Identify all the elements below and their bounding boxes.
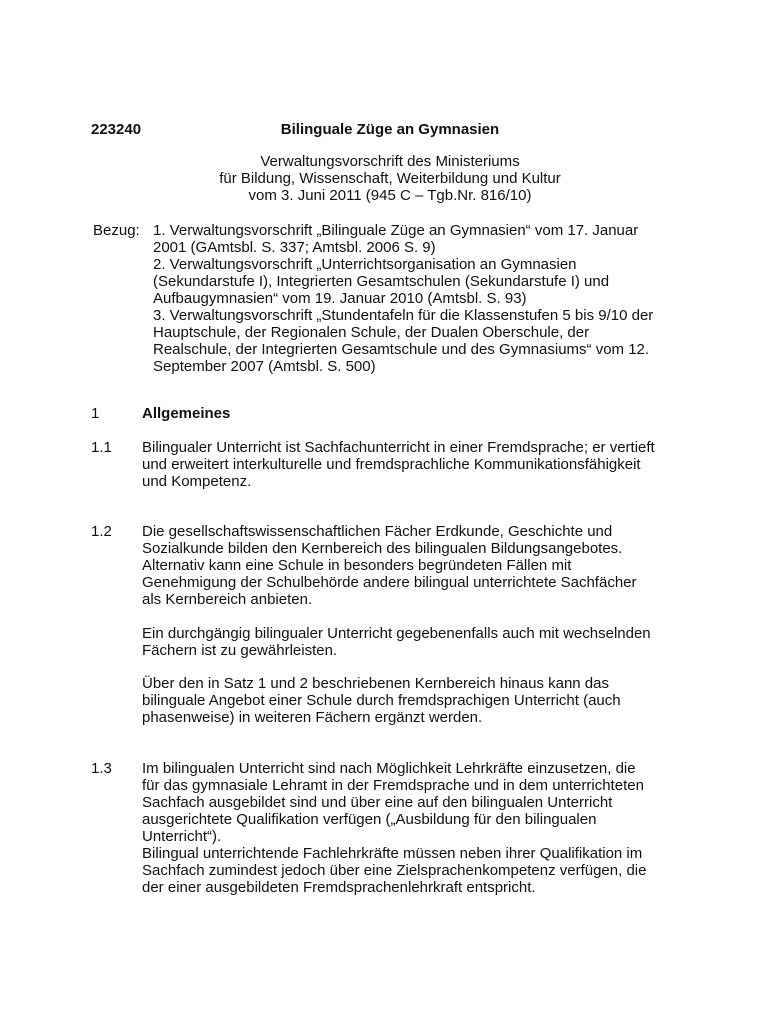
- reference-line: Aufbaugymnasien“ vom 19. Januar 2010 (Amtsbl. S. 93): [153, 290, 527, 307]
- paragraph: [142, 625, 682, 659]
- paragraph-line: Ein durchgängig bilingualer Unterricht gegebenenfalls auch mit wechselnden: [142, 625, 651, 642]
- subtitle-line: Verwaltungsvorschrift des Ministeriums: [260, 153, 520, 170]
- paragraph: [142, 675, 682, 726]
- reference-line: (Sekundarstufe I), Integrierten Gesamtschulen (Sekundarstufe I) und: [153, 273, 610, 290]
- paragraph-line: Im bilingualen Unterricht sind nach Möglichkeit Lehrkräfte einzusetzen, die: [142, 760, 636, 777]
- reference-label: Bezug:: [93, 222, 140, 239]
- paragraph-line: Bilingual unterrichtende Fachlehrkräfte müssen neben ihrer Qualifikation im: [142, 845, 643, 862]
- paragraph: [142, 760, 682, 896]
- paragraph-line: Sachfach zumindest jedoch über eine Zielsprachenkompetenz verfügen, die: [142, 862, 647, 879]
- paragraph: [142, 439, 682, 490]
- paragraph-line: ausgerichtete Qualifikation verfügen („Ausbildung für den bilingualen: [142, 811, 597, 828]
- reference-line: 2001 (GAmtsbl. S. 337; Amtsbl. 2006 S. 9): [153, 239, 436, 256]
- subtitle-line: für Bildung, Wissenschaft, Weiterbildung und Kultur: [219, 170, 561, 187]
- paragraph-line: für das gymnasiale Lehramt in der Fremdsprache und in dem unterrichteten: [142, 777, 644, 794]
- document-title: Bilinguale Züge an Gymnasien: [280, 121, 500, 138]
- reference-line: Hauptschule, der Regionalen Schule, der Dualen Oberschule, der: [153, 324, 590, 341]
- document-subtitle: [160, 153, 620, 204]
- subsection-number: 1.3: [91, 760, 112, 777]
- subsection-number: 1.1: [91, 439, 112, 456]
- document-number: 223240: [91, 121, 142, 138]
- paragraph-line: Alternativ kann eine Schule in besonders begründeten Fällen mit: [142, 557, 572, 574]
- paragraph-line: Sozialkunde bilden den Kernbereich des bilingualen Bildungsangebotes.: [142, 540, 623, 557]
- paragraph-line: der einer ausgebildeten Fremdsprachenlehrkraft entspricht.: [142, 879, 536, 896]
- section-number: 1: [91, 405, 100, 422]
- reference-list: [153, 222, 693, 375]
- reference-line: 3. Verwaltungsvorschrift „Stundentafeln für die Klassenstufen 5 bis 9/10 der: [153, 307, 654, 324]
- paragraph-line: Genehmigung der Schulbehörde andere bilingual unterrichtete Sachfächer: [142, 574, 637, 591]
- paragraph-line: Unterricht“).: [142, 828, 222, 845]
- paragraph: [142, 523, 682, 608]
- paragraph-line: und Kompetenz.: [142, 473, 252, 490]
- section-heading: Allgemeines: [142, 405, 231, 422]
- reference-line: 2. Verwaltungsvorschrift „Unterrichtsorganisation an Gymnasien: [153, 256, 577, 273]
- paragraph-line: Fächern ist zu gewährleisten.: [142, 642, 338, 659]
- paragraph-line: Die gesellschaftswissenschaftlichen Fächer Erdkunde, Geschichte und: [142, 523, 613, 540]
- paragraph-line: Über den in Satz 1 und 2 beschriebenen Kernbereich hinaus kann das: [142, 675, 609, 692]
- paragraph-line: bilinguale Angebot einer Schule durch fremdsprachigen Unterricht (auch: [142, 692, 621, 709]
- subsection-number: 1.2: [91, 523, 112, 540]
- paragraph-line: und erweitert interkulturelle und fremdsprachliche Kommunikationsfähigkeit: [142, 456, 641, 473]
- paragraph-line: phasenweise) in weiteren Fächern ergänzt werden.: [142, 709, 483, 726]
- paragraph-line: Sachfach ausgebildet sind und über eine auf den bilingualen Unterricht: [142, 794, 613, 811]
- reference-line: Realschule, der Integrierten Gesamtschule und des Gymnasiums“ vom 12.: [153, 341, 650, 358]
- reference-line: 1. Verwaltungsvorschrift „Bilinguale Züge an Gymnasien“ vom 17. Januar: [153, 222, 639, 239]
- paragraph-line: als Kernbereich anbieten.: [142, 591, 313, 608]
- paragraph-line: Bilingualer Unterricht ist Sachfachunterricht in einer Fremdsprache; er vertieft: [142, 439, 655, 456]
- subtitle-line: vom 3. Juni 2011 (945 C – Tgb.Nr. 816/10): [248, 187, 532, 204]
- reference-line: September 2007 (Amtsbl. S. 500): [153, 358, 376, 375]
